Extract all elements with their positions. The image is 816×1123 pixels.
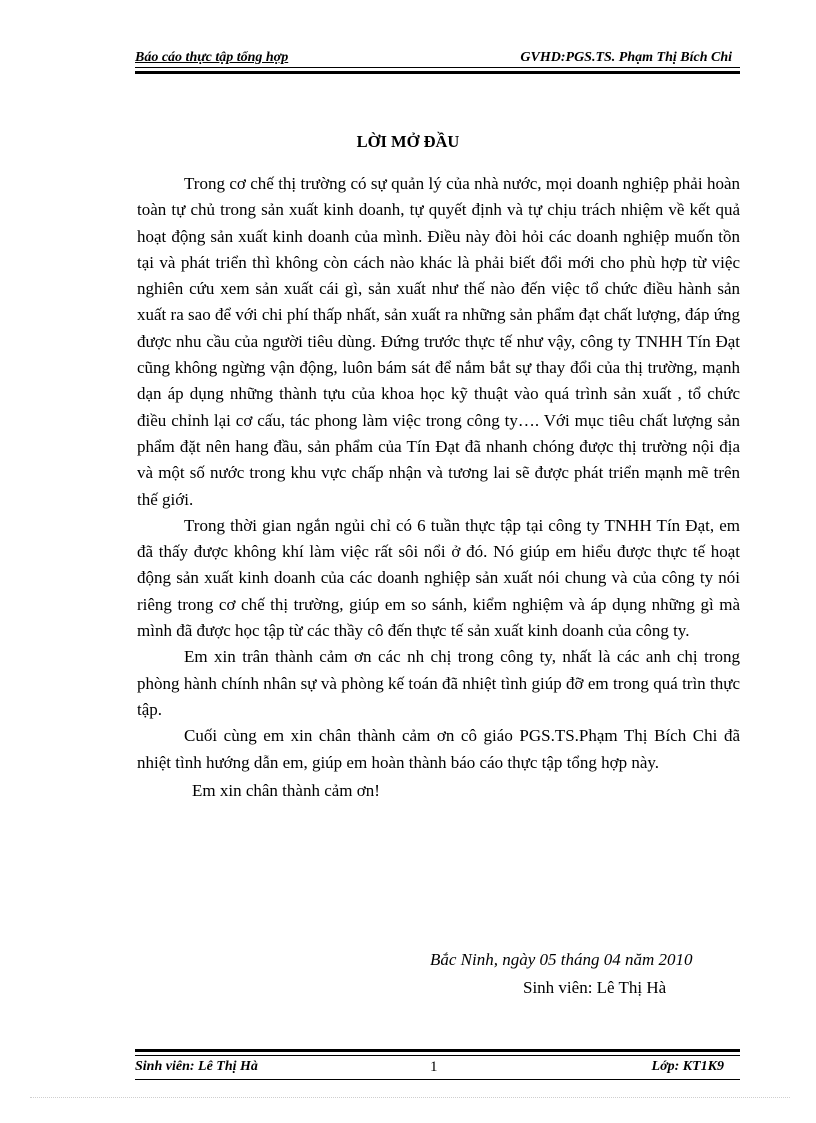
page-title: LỜI MỞ ĐẦU bbox=[356, 132, 460, 151]
header-rule-thick bbox=[135, 71, 740, 74]
signature-place-date: Bắc Ninh, ngày 05 tháng 04 năm 2010 bbox=[430, 950, 693, 969]
body-text bbox=[137, 171, 740, 804]
signature-student: Sinh viên: Lê Thị Hà bbox=[523, 978, 667, 997]
page-footer bbox=[135, 1059, 740, 1079]
footer-class: Lớp: KT1K9 bbox=[651, 1059, 724, 1074]
header-supervisor: GVHD:PGS.TS. Phạm Thị Bích Chi bbox=[520, 50, 732, 65]
paragraph: Cuối cùng em xin chân thành cảm ơn cô giáo PGS.TS.Phạm Thị Bích Chi đã nhiệt tình hướng dẫn em, giúp em hoàn thành báo cáo thực tập tổng hợp này. bbox=[137, 726, 740, 772]
paragraph: Trong thời gian ngắn ngủi chỉ có 6 tuần thực tập tại công ty TNHH Tín Đạt, em đã thấy được không khí làm việc rất sôi nổi ở đó. Nó giúp em hiểu được thực tế hoạt động sản xuất kinh doanh của các doanh nghiệp sản xuất nói chung và của công ty nói riêng trong cơ chế thị trường, giúp em so sánh, kiểm nghiệm và áp dụng những gì mà mình đã được học tập từ các thầy cô đến thực tế sản xuất kinh doanh của công ty. bbox=[137, 515, 740, 641]
header-report-title: Báo cáo thực tập tổng hợp bbox=[135, 50, 289, 65]
thanks-line: Em xin chân thành cảm ơn! bbox=[192, 780, 380, 800]
header-rule-thin bbox=[135, 67, 740, 68]
paragraph: Em xin trân thành cảm ơn các nh chị trong công ty, nhất là các anh chị trong phòng hành chính nhân sự và phòng kế toán đã nhiệt tình giúp đỡ em trong quá trìn thực tập. bbox=[137, 647, 740, 719]
page-edge-dotted-line bbox=[30, 1097, 790, 1098]
paragraph: Trong cơ chế thị trường có sự quản lý của nhà nước, mọi doanh nghiệp phải hoàn toàn tự chủ trong sản xuất kinh doanh, tự quyết định và tự chịu trách nhiệm về kết quả hoạt động sản xuất kinh doanh của mình. Điều này đòi hỏi các doanh nghiệp muốn tồn tại và phát triển thì không còn cách nào khác là phải biết đổi mới cho phù hợp từ việc nghiên cứu xem sản xuất cái gì, sản xuất như thế nào đến việc tổ chức điều hành sản xuất ra sao để với chi phí thấp nhất, sản xuất ra những sản phẩm đạt chất lượng, đáp ứng được nhu cầu của người tiêu dùng. Đứng trước thực tế như vậy, công ty TNHH Tín Đạt cũng không ngừng vận động, luôn bám sát để nắm bắt sự thay đổi của thị trường, mạnh dạn áp dụng những thành tựu của khoa học kỹ thuật vào quá trình sản xuất , tổ chức điều chỉnh lại cơ cấu, tác phong làm việc trong công ty…. Với mục tiêu chất lượng sản phẩm đặt nên hang đầu, sản phẩm của Tín Đạt đã nhanh chóng được thị trường nội địa và một số nước trong khu vực chấp nhận và tương lai sẽ được phát triển mạnh mẽ trên thế giới. bbox=[137, 174, 740, 509]
footer-student: Sinh viên: Lê Thị Hà bbox=[135, 1059, 258, 1074]
footer-rule-bottom bbox=[135, 1079, 740, 1080]
footer-rule-thick bbox=[135, 1049, 740, 1052]
footer-rule-thin bbox=[135, 1055, 740, 1056]
page-number: 1 bbox=[430, 1059, 438, 1075]
